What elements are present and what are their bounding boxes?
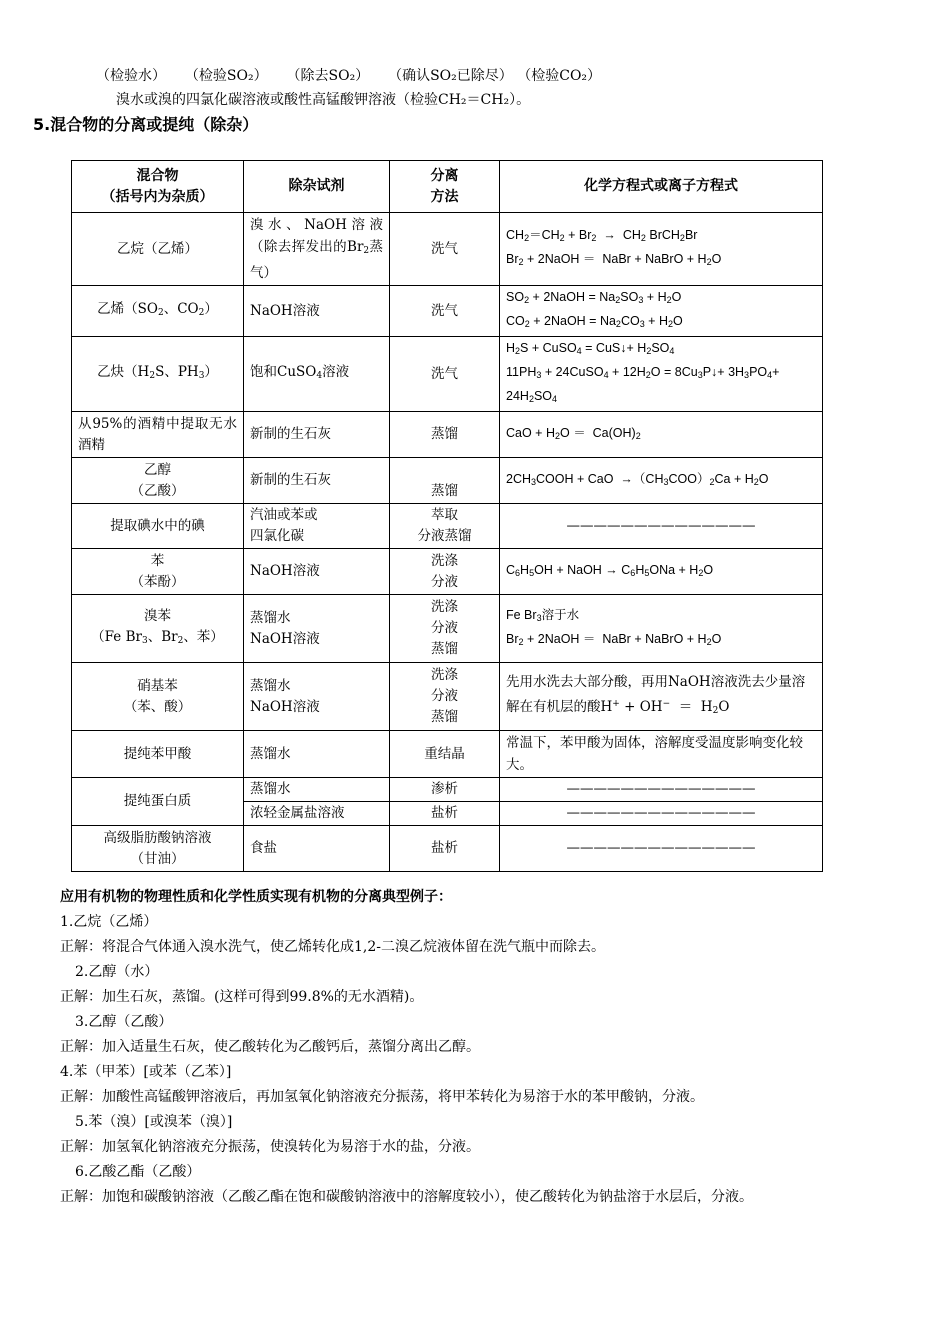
example-title: 5.苯（溴）[或溴苯（溴）] — [75, 1114, 233, 1130]
cell-equation: 常温下，苯甲酸为固体，溶解度受温度影响变化较大。 — [500, 731, 823, 778]
header-equation: 化学方程式或离子方程式 — [500, 161, 823, 213]
cell-reagent: 蒸馏水 NaOH溶液 — [244, 663, 390, 731]
cell-mixture: 从95%的酒精中提取无水酒精 — [72, 412, 244, 458]
table-row — [72, 549, 823, 595]
table-row — [72, 458, 823, 504]
cell-equation: $C_6H_5OH$ + NaOH → $C_6H_5ONa + H_2O$ — [500, 549, 823, 595]
table-row — [72, 826, 823, 872]
example-answer: 正解：将混合气体通入溴水洗气，使乙烯转化成1,2-二溴乙烷液体留在洗气瓶中而除去。 — [60, 939, 605, 955]
cell-equation: $CH_2=CH_2 + Br_2 \to CH_2$ BrCH$_2$Br $Br_2$ + 2NaOH ＝ NaBr + NaBrO + $H_2O$ — [500, 213, 823, 286]
cell-method: 重结晶 — [390, 731, 500, 778]
cell-mixture: 提纯苯甲酸 — [72, 731, 244, 778]
cell-reagent: 浓轻金属盐溶液 — [244, 802, 390, 826]
table-row — [72, 337, 823, 412]
check-list — [96, 66, 601, 86]
cell-method: 洗涤 分液 蒸馏 — [390, 595, 500, 663]
cell-method: 蒸馏 — [390, 458, 500, 504]
cell-method: 洗气 — [390, 337, 500, 412]
cell-equation: —————————————— — [500, 778, 823, 802]
example-title: 2.乙醇（水） — [75, 964, 159, 980]
cell-equation: $H_2S$ + CuSO$_4$ = CuS↓+ $H_2SO_4$ $11PH_3$ + 24CuSO$_4$ + $12H_2O$ = $8Cu_3P↓+ 3H_3PO_4+ 24H_2SO_4$ — [500, 337, 823, 412]
confirm-so2: （确认SO₂已除尽） — [388, 68, 513, 84]
cell-mixture: 提取碘水中的碘 — [72, 504, 244, 549]
cell-reagent: 新制的生石灰 — [244, 458, 390, 504]
table-row — [72, 778, 823, 802]
example-title: 1.乙烷（乙烯） — [60, 914, 158, 930]
examples-heading: 应用有机物的物理性质和化学性质实现有机物的分离典型例子： — [60, 889, 452, 905]
cell-equation: —————————————— — [500, 802, 823, 826]
cell-mixture: 溴苯 （Fe $Br_3$、$Br_2$、苯） — [72, 595, 244, 663]
cell-method: 渗析 — [390, 778, 500, 802]
cell-mixture: 高级脂肪酸钠溶液 （甘油） — [72, 826, 244, 872]
cell-reagent: 汽油或苯或 四氯化碳 — [244, 504, 390, 549]
cell-mixture: 乙烯（$SO_2$、$CO_2$） — [72, 286, 244, 337]
cell-mixture: 苯 （苯酚） — [72, 549, 244, 595]
separation-table — [71, 160, 823, 872]
cell-method: 洗气 — [390, 286, 500, 337]
example-title: 6.乙酸乙酯（乙酸） — [75, 1164, 201, 1180]
cell-reagent: 饱和CuSO$_4$溶液 — [244, 337, 390, 412]
table-row — [72, 731, 823, 778]
header-method: 分离 方法 — [390, 161, 500, 213]
cell-equation: $SO_2$ + 2NaOH = $Na_2SO_3 + H_2O$ $CO_2$ + 2NaOH = $Na_2CO_3 + H_2O$ — [500, 286, 823, 337]
cell-reagent: 蒸馏水 — [244, 778, 390, 802]
remove-so2: （除去SO₂） — [286, 68, 370, 84]
cell-method: 洗涤 分液 蒸馏 — [390, 663, 500, 731]
table-row — [72, 663, 823, 731]
cell-equation: —————————————— — [500, 826, 823, 872]
table-row — [72, 504, 823, 549]
example-title: 3.乙醇（乙酸） — [75, 1014, 173, 1030]
check-water: （检验水） — [96, 68, 166, 84]
cell-equation: Fe $Br_3$溶于水 $Br_2$ + 2NaOH ＝ NaBr + NaBrO + $H_2O$ — [500, 595, 823, 663]
cell-reagent: 新制的生石灰 — [244, 412, 390, 458]
cell-reagent: NaOH溶液 — [244, 549, 390, 595]
example-answer: 正解：加酸性高锰酸钾溶液后，再加氢氧化钠溶液充分振荡，将甲苯转化为易溶于水的苯甲酸钠，分液。 — [60, 1089, 704, 1105]
example-answer: 正解：加氢氧化钠溶液充分振荡，使溴转化为易溶于水的盐，分液。 — [60, 1139, 480, 1155]
table-row — [72, 213, 823, 286]
example-answer: 正解：加生石灰，蒸馏。(这样可得到99.8%的无水酒精)。 — [60, 989, 424, 1005]
cell-equation: CaO + $H_2O = Ca(OH)_2$ — [500, 412, 823, 458]
cell-method: 盐析 — [390, 802, 500, 826]
bromine-check-line: 溴水或溴的四氯化碳溶液或酸性高锰酸钾溶液（检验CH₂＝CH₂）。 — [116, 92, 531, 108]
cell-method: 洗涤 分液 — [390, 549, 500, 595]
cell-mixture: 硝基苯 （苯、酸） — [72, 663, 244, 731]
cell-mixture: 乙烷（乙烯） — [72, 213, 244, 286]
cell-equation: —————————————— — [500, 504, 823, 549]
cell-mixture: 乙醇 （乙酸） — [72, 458, 244, 504]
cell-mixture: 乙炔（$H_2S$、$PH_3$） — [72, 337, 244, 412]
section-title: 5.混合物的分离或提纯（除杂） — [33, 115, 259, 134]
check-so2: （检验SO₂） — [184, 68, 268, 84]
example-answer: 正解：加入适量生石灰，使乙酸转化为乙酸钙后，蒸馏分离出乙醇。 — [60, 1039, 480, 1055]
cell-reagent: 蒸馏水 — [244, 731, 390, 778]
table-header-row — [72, 161, 823, 213]
cell-reagent: 蒸馏水 NaOH溶液 — [244, 595, 390, 663]
check-co2: （检验CO₂） — [517, 68, 602, 84]
header-mixture: 混合物 （括号内为杂质） — [72, 161, 244, 213]
table-row — [72, 286, 823, 337]
example-title: 4.苯（甲苯）[或苯（乙苯）] — [60, 1064, 232, 1080]
table-row — [72, 412, 823, 458]
cell-mixture: 提纯蛋白质 — [72, 778, 244, 826]
cell-reagent: 溴水、NaOH溶液（除去挥发出的$Br_2$蒸气） — [244, 213, 390, 286]
cell-method: 洗气 — [390, 213, 500, 286]
cell-method: 蒸馏 — [390, 412, 500, 458]
cell-reagent: NaOH溶液 — [244, 286, 390, 337]
cell-method: 萃取 分液蒸馏 — [390, 504, 500, 549]
cell-method: 盐析 — [390, 826, 500, 872]
table-row — [72, 595, 823, 663]
example-answer: 正解：加饱和碳酸钠溶液（乙酸乙酯在饱和碳酸钠溶液中的溶解度较小），使乙酸转化为钠盐溶于水层后，分液。 — [60, 1189, 753, 1205]
cell-equation: 先用水洗去大部分酸，再用NaOH溶液洗去少量溶解在有机层的酸$H^+ + OH^- = H_2O$ — [500, 663, 823, 731]
header-reagent: 除杂试剂 — [244, 161, 390, 213]
cell-equation: $2CH_3COOH$ + CaO $\to(CH_3COO)_2Ca + H_2O$ — [500, 458, 823, 504]
cell-reagent: 食盐 — [244, 826, 390, 872]
